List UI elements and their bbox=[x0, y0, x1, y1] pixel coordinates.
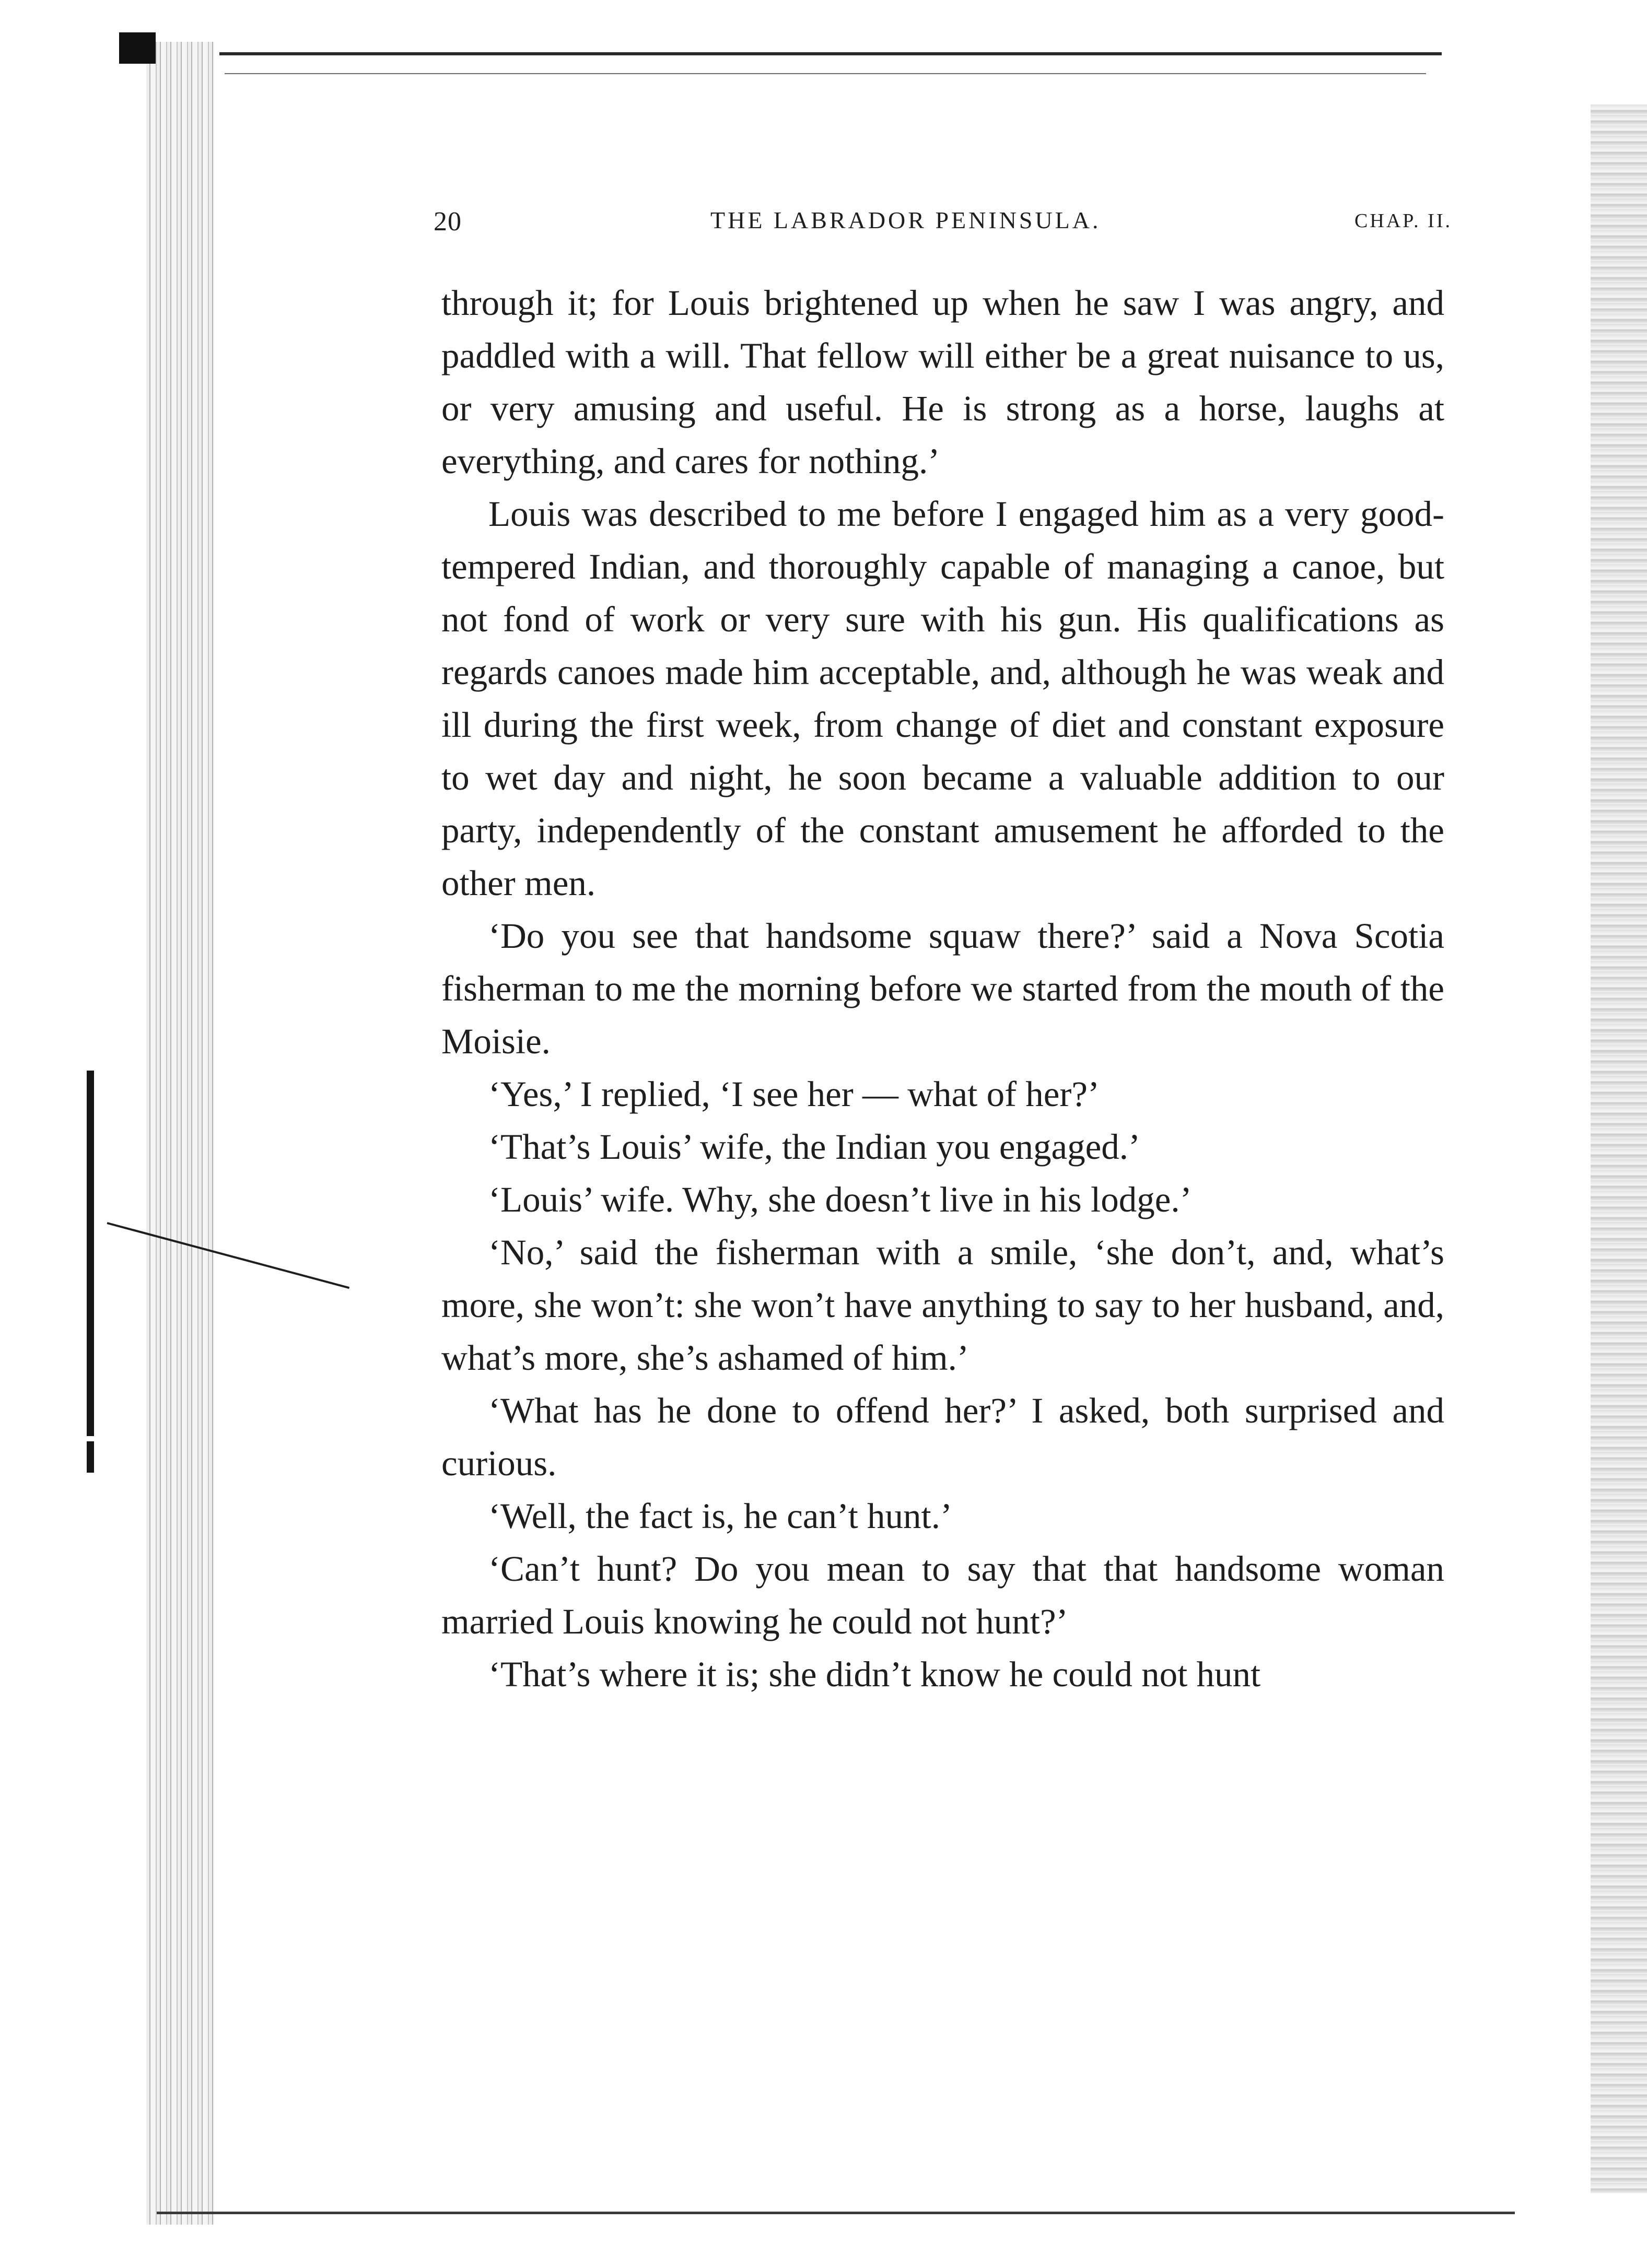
paragraph: ‘Yes,’ I replied, ‘I see her — what of her?’ bbox=[488, 1074, 1100, 1114]
paragraph: ‘That’s Louis’ wife, the Indian you engaged.’ bbox=[488, 1127, 1140, 1167]
paragraph: ‘Do you see that handsome squaw there?’ said a Nova Scotia fisherman to me the morning before we started from the mouth of the Moisie. bbox=[441, 916, 1444, 1061]
page-number: 20 bbox=[434, 207, 462, 237]
binding-ink-blot bbox=[119, 32, 156, 64]
binding-shadow-mark bbox=[87, 1441, 94, 1473]
pencil-scratch-mark bbox=[107, 1222, 349, 1289]
page-stack-edge bbox=[1591, 104, 1647, 2193]
top-edge-rule bbox=[219, 52, 1442, 55]
paragraph: ‘That’s where it is; she didn’t know he could not hunt bbox=[488, 1654, 1261, 1694]
book-title: THE LABRADOR PENINSULA. bbox=[710, 207, 1101, 233]
paragraph: ‘Well, the fact is, he can’t hunt.’ bbox=[488, 1496, 952, 1536]
paragraph: ‘What has he done to offend her?’ I asked, both surprised and curious. bbox=[441, 1391, 1444, 1483]
top-edge-thin-rule bbox=[225, 73, 1426, 74]
bottom-edge-rule bbox=[157, 2212, 1515, 2214]
paragraph: through it; for Louis brightened up when he saw I was angry, and paddled with a will. That fellow will either be a great nuisance to us, or very amusing and useful. He is strong as a horse, laughs at everything, and cares for nothing.’ bbox=[441, 283, 1444, 481]
chapter-reference: CHAP. II. bbox=[1354, 210, 1452, 232]
paragraph: ‘No,’ said the fisherman with a smile, ‘she don’t, and, what’s more, she won’t: she won’t have anything to say to her husband, and, what’s more, she’s ashamed of him.’ bbox=[441, 1232, 1444, 1378]
book-binding-edge bbox=[146, 42, 214, 2225]
paragraph: ‘Louis’ wife. Why, she doesn’t live in his lodge.’ bbox=[488, 1180, 1192, 1219]
paragraph: ‘Can’t hunt? Do you mean to say that that handsome woman married Louis knowing he could not hunt?’ bbox=[441, 1549, 1444, 1641]
running-head bbox=[434, 206, 1452, 243]
paragraph: Louis was described to me before I engaged him as a very good-tempered Indian, and thoroughly capable of managing a canoe, but not fond of work or very sure with his gun. His qualifications as regards canoes made him acceptable, and, although he was weak and ill during the first week, from change of diet and constant exposure to wet day and night, he soon became a valuable addition to our party, independently of the constant amusement he afforded to the other men. bbox=[441, 494, 1444, 903]
binding-shadow-bar bbox=[87, 1071, 94, 1436]
page-body bbox=[441, 277, 1444, 1701]
